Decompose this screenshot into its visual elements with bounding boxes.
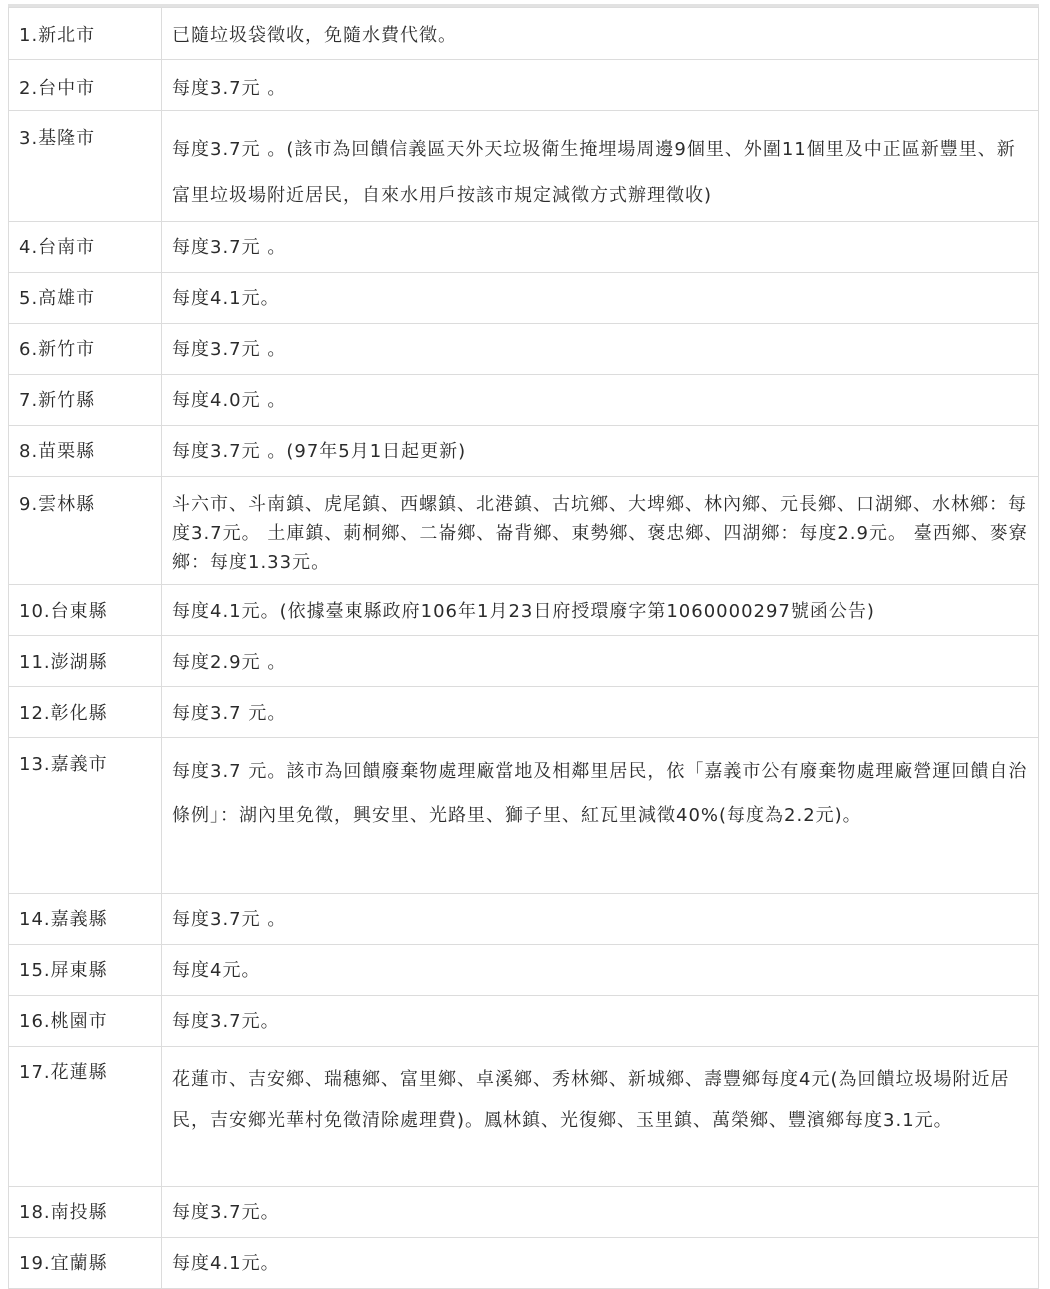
fee-text: 每度3.7 元。 (172, 703, 287, 724)
fee-cell (162, 426, 1039, 477)
region-name: 13.嘉義市 (19, 754, 108, 775)
region-cell (9, 996, 162, 1047)
fee-text: 每度4.0元 。 (172, 390, 287, 411)
region-name: 15.屏東縣 (19, 960, 108, 981)
fee-cell (162, 996, 1039, 1047)
region-cell (9, 585, 162, 636)
region-cell (9, 687, 162, 738)
region-cell (9, 1187, 162, 1238)
region-name: 5.高雄市 (19, 288, 96, 309)
region-name: 10.台東縣 (19, 601, 108, 622)
table-row (9, 477, 1039, 585)
region-name: 8.苗栗縣 (19, 441, 96, 462)
region-name: 11.澎湖縣 (19, 652, 108, 673)
table-row (9, 324, 1039, 375)
fee-cell (162, 945, 1039, 996)
region-name: 6.新竹市 (19, 339, 96, 360)
fee-text: 斗六市、斗南鎮、虎尾鎮、西螺鎮、北港鎮、古坑鄉、大埤鄉、林內鄉、元長鄉、口湖鄉、水林鄉：每度3.7元。 土庫鎮、莿桐鄉、二崙鄉、崙背鄉、東勢鄉、褒忠鄉、四湖鄉：每度2.9元。 臺西鄉、麥寮鄉：每度1.33元。 (172, 494, 1028, 573)
fee-cell (162, 585, 1039, 636)
fee-cell (162, 111, 1039, 222)
region-cell (9, 1047, 162, 1187)
fee-cell (162, 324, 1039, 375)
fee-text: 每度4元。 (172, 960, 261, 981)
fee-text: 每度2.9元 。 (172, 652, 287, 673)
table-row (9, 8, 1039, 60)
region-name: 7.新竹縣 (19, 390, 96, 411)
region-cell (9, 1238, 162, 1289)
region-cell (9, 324, 162, 375)
region-name: 16.桃園市 (19, 1011, 108, 1032)
region-name: 2.台中市 (19, 78, 96, 99)
region-name: 9.雲林縣 (19, 494, 96, 515)
table-row (9, 687, 1039, 738)
region-cell (9, 60, 162, 111)
region-name: 3.基隆市 (19, 128, 96, 149)
table-row (9, 996, 1039, 1047)
fee-cell (162, 636, 1039, 687)
region-name: 4.台南市 (19, 237, 96, 258)
table-row (9, 1187, 1039, 1238)
fee-cell (162, 1047, 1039, 1187)
region-cell (9, 222, 162, 273)
fee-text: 每度3.7元 。(97年5月1日起更新) (172, 441, 467, 462)
fee-cell (162, 8, 1039, 60)
fee-text: 每度3.7元 。 (172, 339, 287, 360)
region-name: 17.花蓮縣 (19, 1062, 108, 1083)
fee-cell (162, 375, 1039, 426)
table-row (9, 945, 1039, 996)
fee-text: 每度3.7元 。(該市為回饋信義區天外天垃圾衛生掩埋場周邊9個里、外圍11個里及中正區新豐里、新富里垃圾場附近居民，自來水用戶按該市規定減徵方式辦理徵收) (172, 139, 1016, 206)
region-cell (9, 8, 162, 60)
fee-cell (162, 477, 1039, 585)
region-cell (9, 426, 162, 477)
table-row (9, 585, 1039, 636)
table-row (9, 1047, 1039, 1187)
fee-text: 每度4.1元。 (172, 288, 280, 309)
fee-text: 每度3.7元 。 (172, 237, 287, 258)
fee-text: 每度4.1元。 (172, 1253, 280, 1274)
region-cell (9, 738, 162, 894)
table-row (9, 60, 1039, 111)
table-row (9, 738, 1039, 894)
region-cell (9, 273, 162, 324)
region-name: 12.彰化縣 (19, 703, 108, 724)
table-row (9, 426, 1039, 477)
fee-cell (162, 687, 1039, 738)
fee-cell (162, 222, 1039, 273)
table-row (9, 222, 1039, 273)
fee-cell (162, 1187, 1039, 1238)
region-name: 14.嘉義縣 (19, 909, 108, 930)
fee-text: 花蓮市、吉安鄉、瑞穗鄉、富里鄉、卓溪鄉、秀林鄉、新城鄉、壽豐鄉每度4元(為回饋垃圾場附近居民，吉安鄉光華村免徵清除處理費)。鳳林鎮、光復鄉、玉里鎮、萬榮鄉、豐濱鄉每度3.1元。 (172, 1069, 1010, 1131)
table-row (9, 894, 1039, 945)
region-cell (9, 375, 162, 426)
fee-cell (162, 60, 1039, 111)
region-cell (9, 945, 162, 996)
fee-table (8, 4, 1039, 1289)
fee-text: 每度3.7元 。 (172, 78, 287, 99)
fee-text: 每度3.7 元。該市為回饋廢棄物處理廠當地及相鄰里居民，依「嘉義市公有廢棄物處理廠營運回饋自治條例」：湖內里免徵，興安里、光路里、獅子里、紅瓦里減徵40%(每度為2.2元)。 (172, 761, 1028, 826)
region-name: 18.南投縣 (19, 1202, 108, 1223)
table-row (9, 111, 1039, 222)
table-row (9, 375, 1039, 426)
region-cell (9, 894, 162, 945)
region-name: 1.新北市 (19, 25, 96, 46)
table-row (9, 636, 1039, 687)
fee-text: 每度3.7元。 (172, 1011, 280, 1032)
region-name: 19.宜蘭縣 (19, 1253, 108, 1274)
table-row (9, 1238, 1039, 1289)
table-row (9, 273, 1039, 324)
fee-cell (162, 273, 1039, 324)
fee-text: 已隨垃圾袋徵收，免隨水費代徵。 (172, 25, 457, 46)
fee-cell (162, 738, 1039, 894)
fee-cell (162, 1238, 1039, 1289)
region-cell (9, 477, 162, 585)
fee-text: 每度3.7元。 (172, 1202, 280, 1223)
fee-text: 每度3.7元 。 (172, 909, 287, 930)
region-cell (9, 111, 162, 222)
fee-text: 每度4.1元。(依據臺東縣政府106年1月23日府授環廢字第1060000297號函公告) (172, 601, 875, 622)
region-cell (9, 636, 162, 687)
fee-cell (162, 894, 1039, 945)
